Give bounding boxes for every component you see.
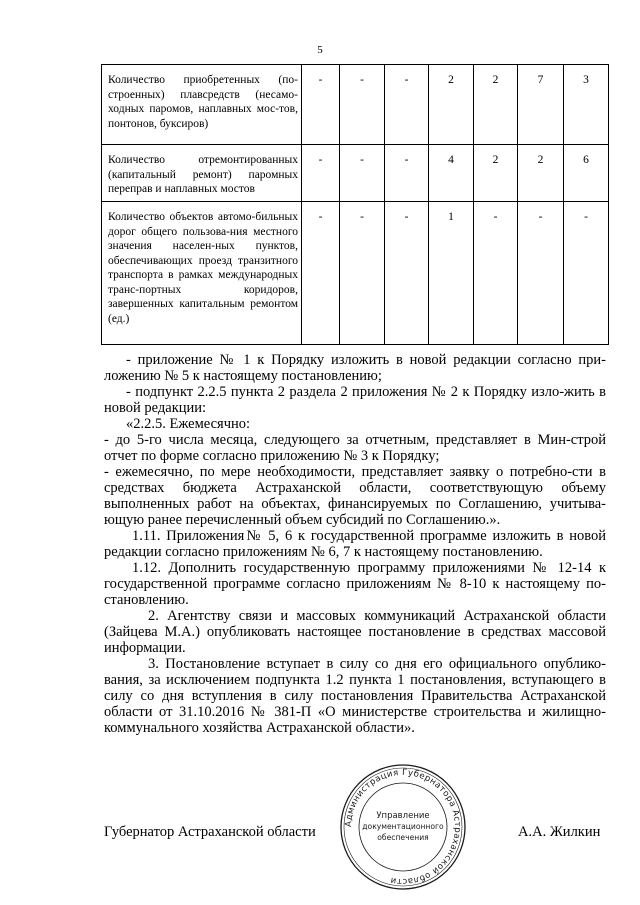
table-row bbox=[102, 145, 609, 202]
row-label: Количество приобретенных (по-строенных) плавсредств (несамо-ходных паромов, наплавных мос-тов, понтонов, буксиров) bbox=[102, 65, 302, 145]
paragraph: 1.12. Дополнить государственную программу приложениями № 12-14 к государственной программе согласно приложениям № 8-10 к настоящему по-становлению. bbox=[104, 560, 606, 608]
paragraph: «2.2.5. Ежемесячно: bbox=[126, 416, 251, 432]
paragraph: - до 5-го числа месяца, следующего за отчетным, представляет в Мин-строй отчет по форме согласно приложению № 3 к Порядку; bbox=[104, 432, 606, 464]
body-text bbox=[104, 352, 606, 736]
table-cell: 1 bbox=[429, 202, 474, 345]
table-cell: 2 bbox=[429, 65, 474, 145]
indicators-table bbox=[101, 64, 609, 345]
table-cell: 2 bbox=[474, 145, 518, 202]
table-row bbox=[102, 202, 609, 345]
table-cell: - bbox=[474, 202, 518, 345]
page-number: 5 bbox=[317, 44, 323, 56]
table-cell: - bbox=[385, 202, 429, 345]
table-cell: - bbox=[518, 202, 564, 345]
stamp-line: документационного bbox=[362, 822, 444, 831]
paragraph: 1.11. Приложения№ 5, 6 к государственной программе изложить в новой редакции согласно приложениям № 6, 7 к настоящему постановлению. bbox=[104, 528, 606, 560]
table-cell: 2 bbox=[474, 65, 518, 145]
table-cell: - bbox=[340, 202, 385, 345]
table-cell: - bbox=[340, 65, 385, 145]
row-label: Количество объектов автомо-бильных дорог общего пользова-ния местного значения населен-ных пунктов, обеспечивающих проезд транзитного транспорта в рамках международных транс-портных коридоров, завершенных капитальным ремонтом (ед.) bbox=[102, 202, 302, 345]
signatory-name: А.А. Жилкин bbox=[518, 824, 601, 840]
table-cell: - bbox=[302, 145, 340, 202]
paragraph: - ежемесячно, по мере необходимости, представляет заявку о потребно-сти в средствах бюджета Астраханской области, соответствующую объему выполненных работ на объектах, финансируемых по Соглашению, учитыва-ющую ранее перечисленный объем субсидий по Соглашению.». bbox=[104, 464, 606, 528]
official-stamp bbox=[339, 763, 467, 891]
table-cell: - bbox=[302, 202, 340, 345]
table-cell: 2 bbox=[518, 145, 564, 202]
stamp-line: обеспечения bbox=[377, 833, 429, 842]
table-row bbox=[102, 65, 609, 145]
table-cell: 4 bbox=[429, 145, 474, 202]
table-cell: - bbox=[385, 145, 429, 202]
table-cell: - bbox=[564, 202, 609, 345]
table-cell: - bbox=[385, 65, 429, 145]
stamp-line: Управление bbox=[376, 811, 430, 821]
paragraph: - подпункт 2.2.5 пункта 2 раздела 2 приложения № 2 к Порядку изло-жить в новой редакции: bbox=[104, 384, 606, 416]
paragraph: 3. Постановление вступает в силу со дня его официального опублико-вания, за исключением подпункта 1.2 пункта 1 постановления, вступающего в силу со дня вступления в силу постановления Правительства Астраханской области от 31.10.2016 № 381-П «О министерстве строительства и жилищно-коммунального хозяйства Астраханской области». bbox=[104, 656, 606, 736]
stamp-ring-text: Администрация Губернатора Астраханской области bbox=[343, 767, 463, 887]
table-cell: 7 bbox=[518, 65, 564, 145]
paragraph: 2. Агентству связи и массовых коммуникаций Астраханской области (Зайцева М.А.) опубликовать настоящее постановление в средствах массовой информации. bbox=[104, 608, 606, 656]
table-cell: 3 bbox=[564, 65, 609, 145]
paragraph: - приложение № 1 к Порядку изложить в новой редакции согласно при-ложению № 5 к настоящему постановлению; bbox=[104, 352, 606, 384]
table-cell: - bbox=[302, 65, 340, 145]
signatory-position: Губернатор Астраханской области bbox=[104, 824, 316, 840]
row-label: Количество отремонтированных (капитальный ремонт) паромных переправ и наплавных мостов bbox=[102, 145, 302, 202]
table-cell: 6 bbox=[564, 145, 609, 202]
table-cell: - bbox=[340, 145, 385, 202]
